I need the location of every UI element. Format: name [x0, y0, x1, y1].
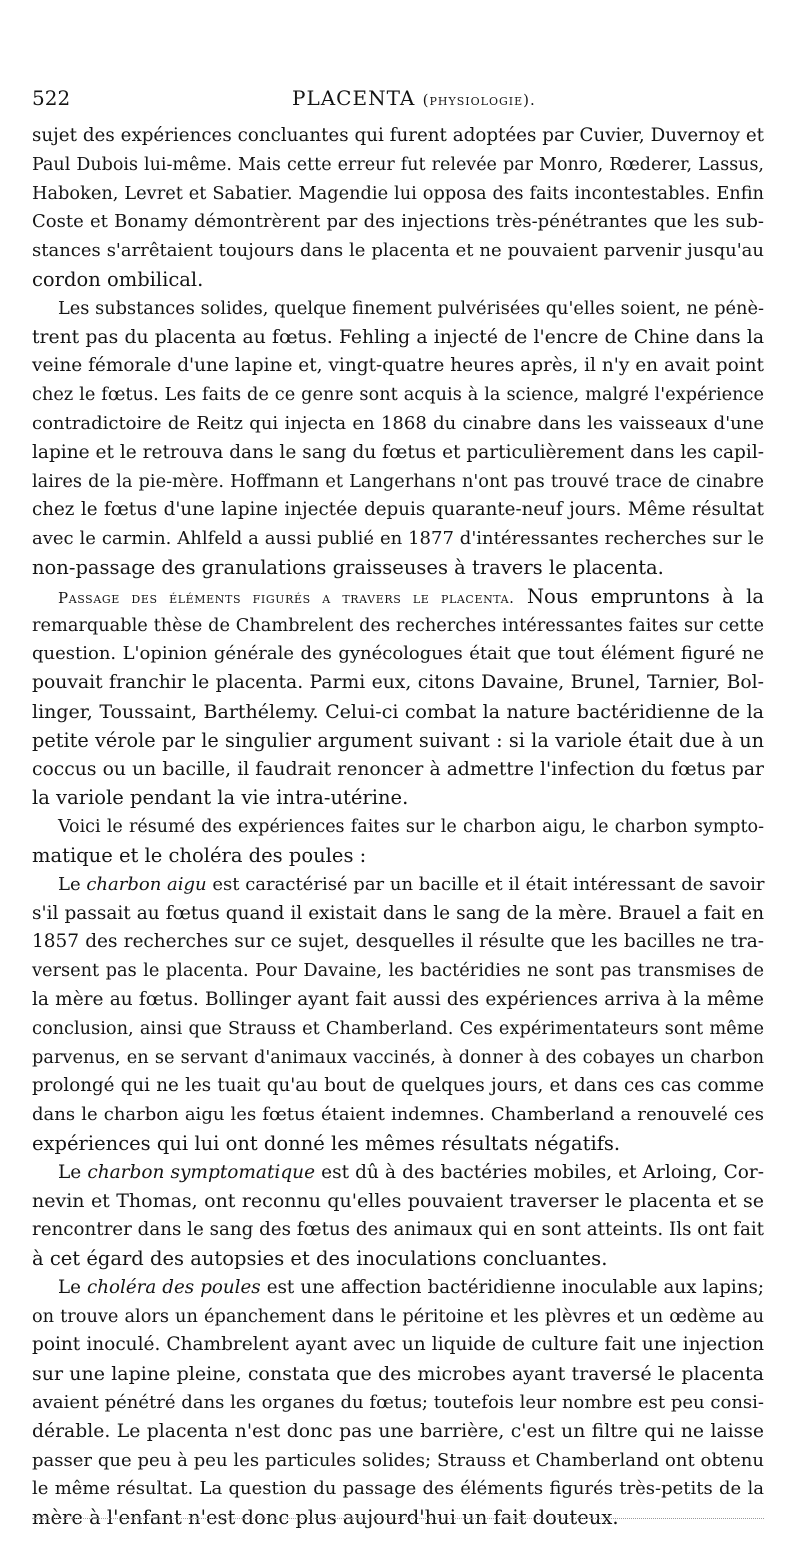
text-line: petite vérole par le singulier argument suivant : si la variole était due à un: [32, 728, 764, 752]
text-line: contradictoire de Reitz qui injecta en 1868 du cinabre dans les vaisseaux d'une: [32, 412, 764, 434]
text-line: chez le fœtus. Les faits de ce genre sont acquis à la science, malgré l'expérience: [32, 385, 764, 406]
text-line: versent pas le placenta. Pour Davaine, les bactéridies ne sont pas transmises de: [32, 961, 764, 982]
text-line: stances s'arrêtaient toujours dans le placenta et ne pouvaient parvenir jusqu'au: [32, 240, 764, 262]
paragraph-2: [32, 295, 764, 583]
text-line: matique et le choléra des poules :: [32, 843, 367, 867]
italic-term: charbon aigu: [86, 873, 207, 895]
text-line: Les substances solides, quelque finement pulvérisées qu'elles soient, ne pénè-: [58, 298, 764, 319]
text-line: mère à l'enfant n'est donc plus aujourd'hui un fait douteux.: [32, 1506, 619, 1530]
text-line: [32, 1159, 764, 1188]
paragraph-4: [32, 813, 764, 871]
text-line: [32, 583, 764, 612]
section-heading: Passage des éléments figurés a travers le placenta.: [58, 588, 515, 607]
text-line: chez le fœtus d'une lapine injectée depuis quarante-neuf jours. Même résultat: [32, 499, 764, 521]
text-line: passer que peu à peu les particules solides; Strauss et Chamberland ont obtenu: [32, 1449, 764, 1471]
text-line: laires de la pie-mère. Hoffmann et Langerhans n'ont pas trouvé trace de cinabre: [32, 471, 764, 492]
text-line: question. L'opinion générale des gynécologues était que tout élément figuré ne: [32, 643, 764, 665]
text-line: la mère au fœtus. Bollinger ayant fait aussi des expériences arriva à la même: [32, 988, 764, 1010]
text-line: dérable. Le placenta n'est donc pas une barrière, c'est un filtre qui ne laisse: [32, 1420, 764, 1442]
page-number: 522: [32, 86, 71, 110]
text-line: rencontrer dans le sang des fœtus des animaux qui en sont atteints. Ils ont fait: [32, 1219, 764, 1241]
paragraph-cholera-des-poules: [32, 1274, 764, 1533]
text-line: Voici le résumé des expériences faites sur le charbon aigu, le charbon sympto-: [58, 817, 764, 838]
text-line: [32, 871, 764, 900]
text-line: la variole pendant la vie intra-utérine.: [32, 786, 409, 810]
text-line: parvenus, en se servant d'animaux vaccinés, à donner à des cobayes un charbon: [32, 1047, 764, 1068]
body-text: [32, 122, 764, 1533]
text-line: non-passage des granulations graisseuses à travers le placenta.: [32, 555, 664, 579]
running-title-main: PLACENTA: [292, 86, 416, 110]
text-line: on trouve alors un épanchement dans le péritoine et les plèvres et un œdème au: [32, 1306, 764, 1327]
line-rest: est caractérisé par un bacille et il était intéressant de savoir: [212, 873, 765, 895]
running-title: [292, 86, 536, 110]
paragraph-charbon-aigu: [32, 871, 764, 1159]
page-header: [32, 86, 768, 116]
line-start: Le: [58, 1276, 81, 1298]
text-line: s'il passait au fœtus quand il existait dans le sang de la mère. Brauel a fait en: [32, 902, 764, 924]
text-line: linger, Toussaint, Barthélemy. Celui-ci combat la nature bactéridienne de la: [32, 700, 764, 723]
paragraph-charbon-symptomatique: [32, 1159, 764, 1274]
text-line: avaient pénétré dans les organes du fœtus; toutefois leur nombre est peu consi-: [32, 1392, 764, 1414]
text-line: le même résultat. La question du passage des éléments figurés très-petits de la: [32, 1478, 764, 1500]
text-line: pouvait franchir le placenta. Parmi eux, citons Davaine, Brunel, Tarnier, Bol-: [32, 672, 764, 694]
text-line: remarquable thèse de Chambrelent des recherches intéressantes faites sur cette: [32, 615, 764, 636]
text-line: nevin et Thomas, ont reconnu qu'elles pouvaient traverser le placenta et se: [32, 1190, 764, 1213]
text-line: prolongé qui ne les tuait qu'au bout de quelques jours, et dans ces cas comme: [32, 1075, 764, 1097]
footer-dotted-rule: [32, 1518, 764, 1519]
text-line: trent pas du placenta au fœtus. Fehling a injecté de l'encre de Chine dans la: [32, 326, 764, 348]
text-line: lapine et le retrouva dans le sang du fœtus et particulièrement dans les capil-: [32, 441, 764, 463]
text-line: dans le charbon aigu les fœtus étaient indemnes. Chamberland a renouvelé ces: [32, 1104, 764, 1126]
paragraph-3: [32, 583, 764, 813]
line-start: Le: [58, 873, 81, 895]
text-line: point inoculé. Chambrelent ayant avec un liquide de culture fait une injection: [32, 1334, 764, 1356]
text-line: [32, 1274, 764, 1303]
line-start: Le: [58, 1161, 82, 1183]
text-line: coccus ou un bacille, il faudrait renoncer à admettre l'infection du fœtus par: [32, 758, 764, 780]
text-line: à cet égard des autopsies et des inoculations concluantes.: [32, 1247, 608, 1271]
text-line: sur une lapine pleine, constata que des microbes ayant traversé le placenta: [32, 1363, 764, 1386]
text-line: Haboken, Levret et Sabatier. Magendie lui opposa des faits incontestables. Enfin: [32, 183, 764, 204]
running-title-sub: (physiologie).: [422, 91, 536, 109]
italic-term: charbon symptomatique: [87, 1161, 316, 1183]
text-line: Coste et Bonamy démontrèrent par des injections très-pénétrantes que les sub-: [32, 211, 764, 233]
text-line: conclusion, ainsi que Strauss et Chamberland. Ces expérimentateurs sont même: [32, 1018, 764, 1039]
text-line: cordon ombilical.: [32, 267, 204, 291]
heading-line-rest: Nous empruntons à la: [526, 584, 765, 608]
line-rest: est dû à des bactéries mobiles, et Arloing, Cor-: [321, 1161, 764, 1183]
text-line: veine fémorale d'une lapine et, vingt-quatre heures après, il n'y en avait point: [32, 355, 764, 377]
text-line: expériences qui lui ont donné les mêmes résultats négatifs.: [32, 1131, 621, 1155]
text-line: sujet des expériences concluantes qui furent adoptées par Cuvier, Duvernoy et: [32, 125, 764, 146]
italic-term: choléra des poules: [87, 1276, 261, 1298]
text-line: avec le carmin. Ahlfeld a aussi publié en 1877 d'intéressantes recherches sur le: [32, 528, 764, 550]
line-rest: est une affection bactéridienne inoculable aux lapins;: [266, 1276, 764, 1298]
text-line: 1857 des recherches sur ce sujet, desquelles il résulte que les bacilles ne tra-: [32, 931, 764, 953]
text-line: Paul Dubois lui-même. Mais cette erreur fut relevée par Monro, Rœderer, Lassus,: [32, 154, 764, 175]
paragraph-1: [32, 122, 764, 295]
